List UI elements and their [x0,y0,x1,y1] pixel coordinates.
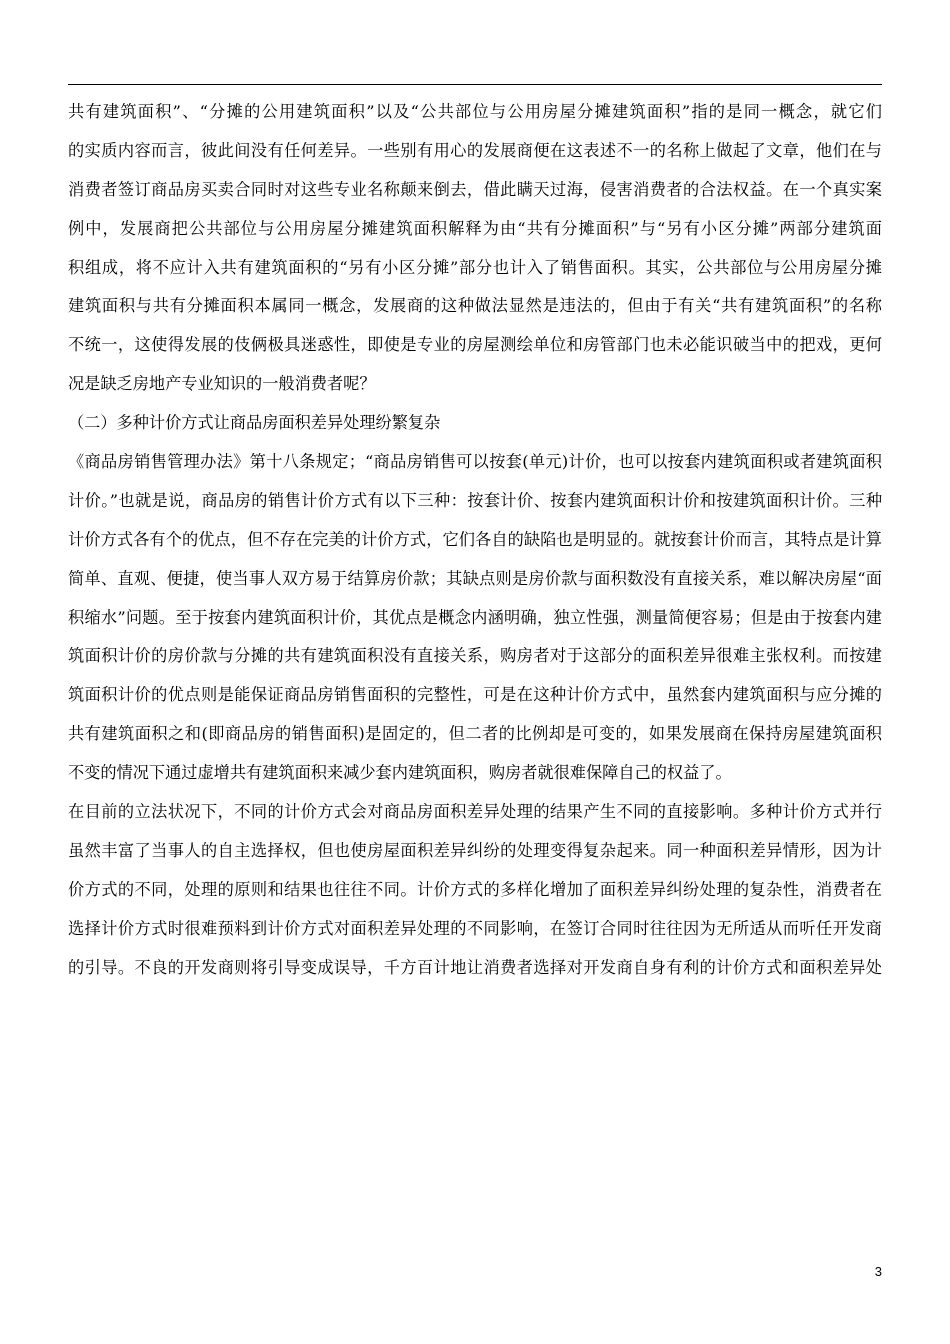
text-line: 筑面积计价的房价款与分摊的共有建筑面积没有直接关系，购房者对于这部分的面积差异很难主张权利。而按建 [68,646,882,666]
text-line: 的实质内容而言，彼此间没有任何差异。一些别有用心的发展商便在这表述不一的名称上做起了文章，他们在与 [68,140,882,160]
text-line: 况是缺乏房地产专业知识的一般消费者呢？ [68,374,376,394]
text-line: 在目前的立法状况下，不同的计价方式会对商品房面积差异处理的结果产生不同的直接影响。多种计价方式并行 [68,802,882,822]
text-line: 计价。”也就是说，商品房的销售计价方式有以下三种：按套计价、按套内建筑面积计价和按建筑面积计价。三种 [68,490,882,510]
text-line: 的引导。不良的开发商则将引导变成误导，千方百计地让消费者选择对开发商自身有利的计价方式和面积差异处 [68,957,882,977]
text-line: 筑面积计价的优点则是能保证商品房销售面积的完整性，可是在这种计价方式中，虽然套内建筑面积与应分摊的 [68,685,882,705]
text-line: 积组成，将不应计入共有建筑面积的“另有小区分摊”部分也计入了销售面积。其实，公共部位与公用房屋分摊 [68,257,882,277]
text-line: 计价方式各有个的优点，但不存在完美的计价方式，它们各自的缺陷也是明显的。就按套计价而言，其特点是计算 [68,529,882,549]
text-line: 选择计价方式时很难预料到计价方式对面积差异处理的不同影响，在签订合同时往往因为无所适从而听任开发商 [68,918,882,938]
text-line: 建筑面积与共有分摊面积本属同一概念，发展商的这种做法显然是违法的，但由于有关“共有建筑面积”的名称 [68,296,882,316]
text-line: 消费者签订商品房买卖合同时对这些专业名称颠来倒去，借此瞒天过海，侵害消费者的合法权益。在一个真实案 [68,179,882,199]
text-line: 虽然丰富了当事人的自主选择权，但也使房屋面积差异纠纷的处理变得复杂起来。同一种面积差异情形，因为计 [68,840,882,860]
text-line: 例中，发展商把公共部位与公用房屋分摊建筑面积解释为由“共有分摊面积”与“另有小区分摊”两部分建筑面 [68,218,882,238]
text-line: 不变的情况下通过虚增共有建筑面积来减少套内建筑面积，购房者就很难保障自己的权益了。 [68,763,732,783]
text-line: 价方式的不同，处理的原则和结果也往往不同。计价方式的多样化增加了面积差异纠纷处理的复杂性，消费者在 [68,879,882,899]
text-line: 不统一，这使得发展的伎俩极具迷惑性，即使是专业的房屋测绘单位和房管部门也未必能识破当中的把戏，更何 [68,335,882,355]
text-line: 简单、直观、便捷，使当事人双方易于结算房价款；其缺点则是房价款与面积数没有直接关系，难以解决房屋“面 [68,568,882,588]
header-rule [68,84,882,85]
text-line: 积缩水”问题。至于按套内建筑面积计价，其优点是概念内涵明确，独立性强，测量简便容易；但是由于按套内建 [68,607,882,627]
document-body [68,93,882,987]
text-line: 《商品房销售管理办法》第十八条规定；“商品房销售可以按套(单元)计价，也可以按套内建筑面积或者建筑面积 [68,452,882,472]
text-line: 共有建筑面积”、“分摊的公用建筑面积”以及“公共部位与公用房屋分摊建筑面积”指的是同一概念，就它们 [68,102,882,121]
page-number: 3 [874,1264,882,1279]
text-line: 共有建筑面积之和(即商品房的销售面积)是固定的，但二者的比例却是可变的，如果发展商在保持房屋建筑面积 [68,724,882,744]
section-heading: （二）多种计价方式让商品房面积差异处理纷繁复杂 [68,413,441,433]
